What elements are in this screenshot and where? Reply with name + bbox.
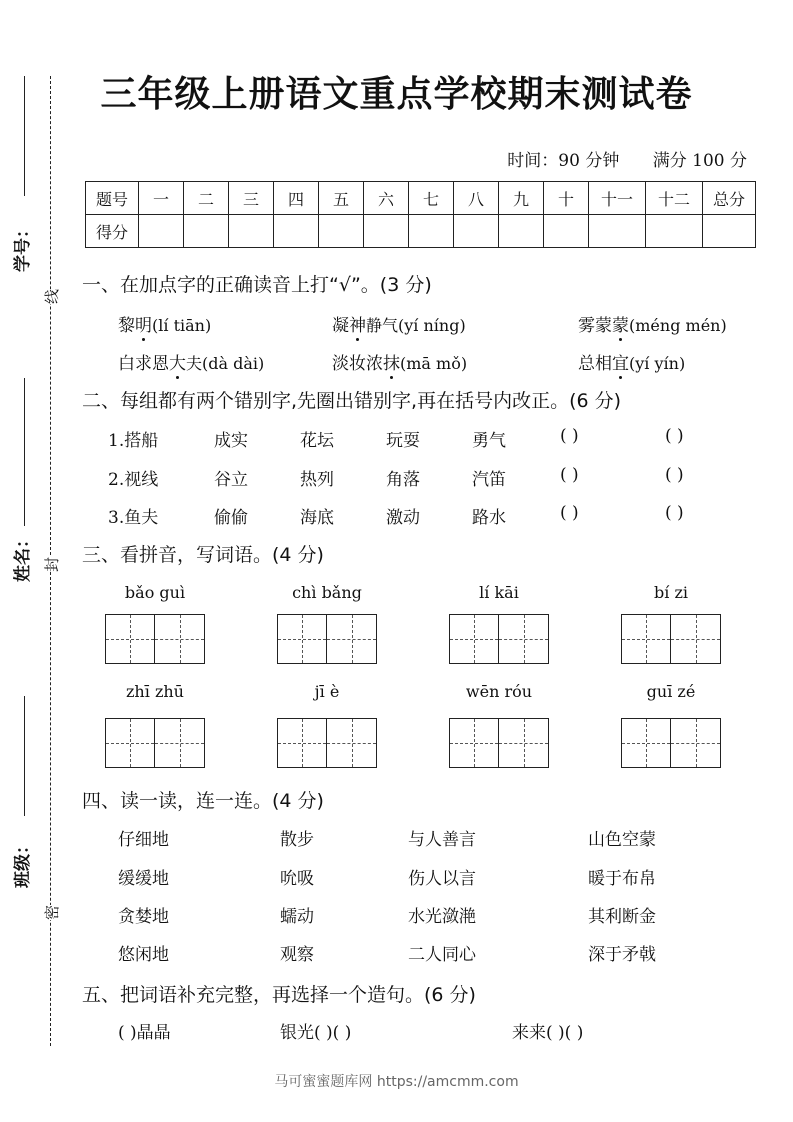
score-cell[interactable]	[409, 215, 454, 248]
s1-item: 黎明(lí tiān)	[118, 311, 211, 336]
s2-answer-paren[interactable]: ( )	[665, 426, 684, 446]
student-id-label: 学号：	[13, 221, 33, 272]
s2-word[interactable]: 路水	[472, 508, 506, 528]
s4-col2-item[interactable]: 观察	[280, 945, 314, 965]
s4-col1-item[interactable]: 贪婪地	[118, 907, 169, 927]
exam-meta	[479, 146, 747, 171]
s5-blank[interactable]: 来来( )( )	[512, 1023, 584, 1043]
score-header-cell: 六	[364, 182, 409, 215]
pinyin-prompt: chì bǎng	[292, 583, 362, 602]
s2-word[interactable]: 角落	[386, 470, 420, 490]
s2-answer-paren[interactable]: ( )	[560, 465, 579, 485]
s2-word[interactable]: 成实	[214, 431, 248, 451]
score-header-cell: 三	[229, 182, 274, 215]
s4-col3-item[interactable]: 水光潋滟	[408, 907, 476, 927]
score-cell[interactable]	[544, 215, 589, 248]
score-cell[interactable]	[364, 215, 409, 248]
pinyin-prompt: wēn róu	[465, 682, 533, 701]
s4-col3-item[interactable]: 与人善言	[408, 830, 476, 850]
score-cell[interactable]	[454, 215, 499, 248]
s4-col2-item[interactable]: 蠕动	[280, 907, 314, 927]
class-underline	[24, 696, 25, 816]
pinyin-prompt: zhī zhū	[126, 682, 184, 701]
s2-word[interactable]: 1.搭船	[108, 431, 159, 451]
s4-col4-item[interactable]: 暖于布帛	[588, 869, 656, 889]
score-header-cell: 一	[139, 182, 184, 215]
writing-grid-box[interactable]	[621, 718, 721, 768]
name-underline	[24, 378, 25, 526]
writing-grid-box[interactable]	[277, 718, 377, 768]
s5-blank[interactable]: ( )晶晶	[118, 1023, 171, 1043]
s2-answer-paren[interactable]: ( )	[560, 426, 579, 446]
footer-watermark: 马可蜜蜜题库网 https://amcmm.com	[274, 1074, 519, 1090]
page-title: 三年级上册语文重点学校期末测试卷	[100, 74, 693, 115]
s4-col1-item[interactable]: 仔细地	[118, 830, 169, 850]
s1-item: 白求恩大夫(dà dài)	[118, 349, 264, 374]
s4-col1-item[interactable]: 悠闲地	[118, 945, 169, 965]
class-label: 班级：	[13, 837, 33, 888]
s1-item: 总相宜(yí yín)	[578, 349, 685, 374]
score-cell[interactable]	[589, 215, 646, 248]
score-header-cell: 九	[499, 182, 544, 215]
writing-grid-box[interactable]	[105, 718, 205, 768]
s2-word[interactable]: 海底	[300, 508, 334, 528]
seal-mark-seal: 封	[39, 557, 64, 572]
s2-word[interactable]: 激动	[386, 508, 420, 528]
s2-word[interactable]: 偷偷	[214, 508, 248, 528]
s2-word[interactable]: 3.鱼夫	[108, 508, 159, 528]
s5-blank[interactable]: 银光( )( )	[280, 1023, 352, 1043]
score-cell[interactable]	[274, 215, 319, 248]
writing-grid-box[interactable]	[449, 614, 549, 664]
s2-answer-paren[interactable]: ( )	[665, 503, 684, 523]
s4-col4-item[interactable]: 深于矛戟	[588, 945, 656, 965]
seal-mark-secret: 密	[39, 905, 64, 920]
score-cell[interactable]	[184, 215, 229, 248]
pinyin-prompt: bí zi	[654, 583, 688, 602]
s4-col3-item[interactable]: 伤人以言	[408, 869, 476, 889]
score-header-cell: 五	[319, 182, 364, 215]
s2-word[interactable]: 汽笛	[472, 470, 506, 490]
s2-answer-paren[interactable]: ( )	[665, 465, 684, 485]
writing-grid-box[interactable]	[105, 614, 205, 664]
student-name-label: 姓名：	[13, 531, 33, 582]
s4-col2-item[interactable]: 散步	[280, 830, 314, 850]
s4-col1-item[interactable]: 缓缓地	[118, 869, 169, 889]
pinyin-prompt: guī zé	[646, 682, 696, 701]
score-cell[interactable]	[139, 215, 184, 248]
s2-word[interactable]: 玩耍	[386, 431, 420, 451]
s4-col4-item[interactable]: 其利断金	[588, 907, 656, 927]
score-header-cell: 七	[409, 182, 454, 215]
section-1-heading: 一、在加点字的正确读音上打“√”。(3 分)	[82, 274, 432, 296]
score-header-cell: 十二	[646, 182, 703, 215]
score-cell[interactable]	[319, 215, 364, 248]
writing-grid-box[interactable]	[277, 614, 377, 664]
s4-col3-item[interactable]: 二人同心	[408, 945, 476, 965]
pinyin-prompt: bǎo guì	[124, 583, 186, 602]
score-cell[interactable]	[646, 215, 703, 248]
s2-word[interactable]: 热列	[300, 470, 334, 490]
score-table-header-row	[86, 182, 756, 215]
section-4-heading: 四、读一读，连一连。(4 分)	[82, 790, 324, 812]
s4-col4-item[interactable]: 山色空蒙	[588, 830, 656, 850]
writing-grid-box[interactable]	[449, 718, 549, 768]
s1-item: 凝神静气(yí níng)	[332, 311, 466, 336]
score-cell[interactable]	[499, 215, 544, 248]
score-table	[85, 181, 756, 248]
score-table-score-row	[86, 215, 756, 248]
full-score: 满分 100 分	[652, 151, 747, 171]
s2-word[interactable]: 2.视线	[108, 470, 159, 490]
section-2-heading: 二、每组都有两个错别字,先圈出错别字,再在括号内改正。(6 分)	[82, 390, 622, 412]
score-cell[interactable]	[703, 215, 756, 248]
score-header-cell: 四	[274, 182, 319, 215]
score-row-label: 得分	[86, 215, 139, 248]
score-header-cell: 十	[544, 182, 589, 215]
pinyin-prompt: jī è	[314, 682, 340, 701]
score-header-cell: 总分	[703, 182, 756, 215]
s4-col2-item[interactable]: 吮吸	[280, 869, 314, 889]
section-5-heading: 五、把词语补充完整，再选择一个造句。(6 分)	[82, 984, 476, 1006]
s1-item: 淡妆浓抹(mā mǒ)	[332, 349, 467, 374]
writing-grid-box[interactable]	[621, 614, 721, 664]
pinyin-prompt: lí kāi	[479, 583, 519, 602]
score-header-cell: 题号	[86, 182, 139, 215]
score-cell[interactable]	[229, 215, 274, 248]
score-header-cell: 八	[454, 182, 499, 215]
section-3-heading: 三、看拼音，写词语。(4 分)	[82, 544, 324, 566]
time-limit: 时间：90 分钟	[507, 151, 620, 171]
seal-mark-line: 线	[39, 289, 64, 304]
s2-word[interactable]: 谷立	[214, 470, 248, 490]
s2-answer-paren[interactable]: ( )	[560, 503, 579, 523]
s2-word[interactable]: 勇气	[472, 431, 506, 451]
score-header-cell: 二	[184, 182, 229, 215]
s1-item: 雾蒙蒙(méng mén)	[578, 311, 727, 336]
score-header-cell: 十一	[589, 182, 646, 215]
s2-word[interactable]: 花坛	[300, 431, 334, 451]
